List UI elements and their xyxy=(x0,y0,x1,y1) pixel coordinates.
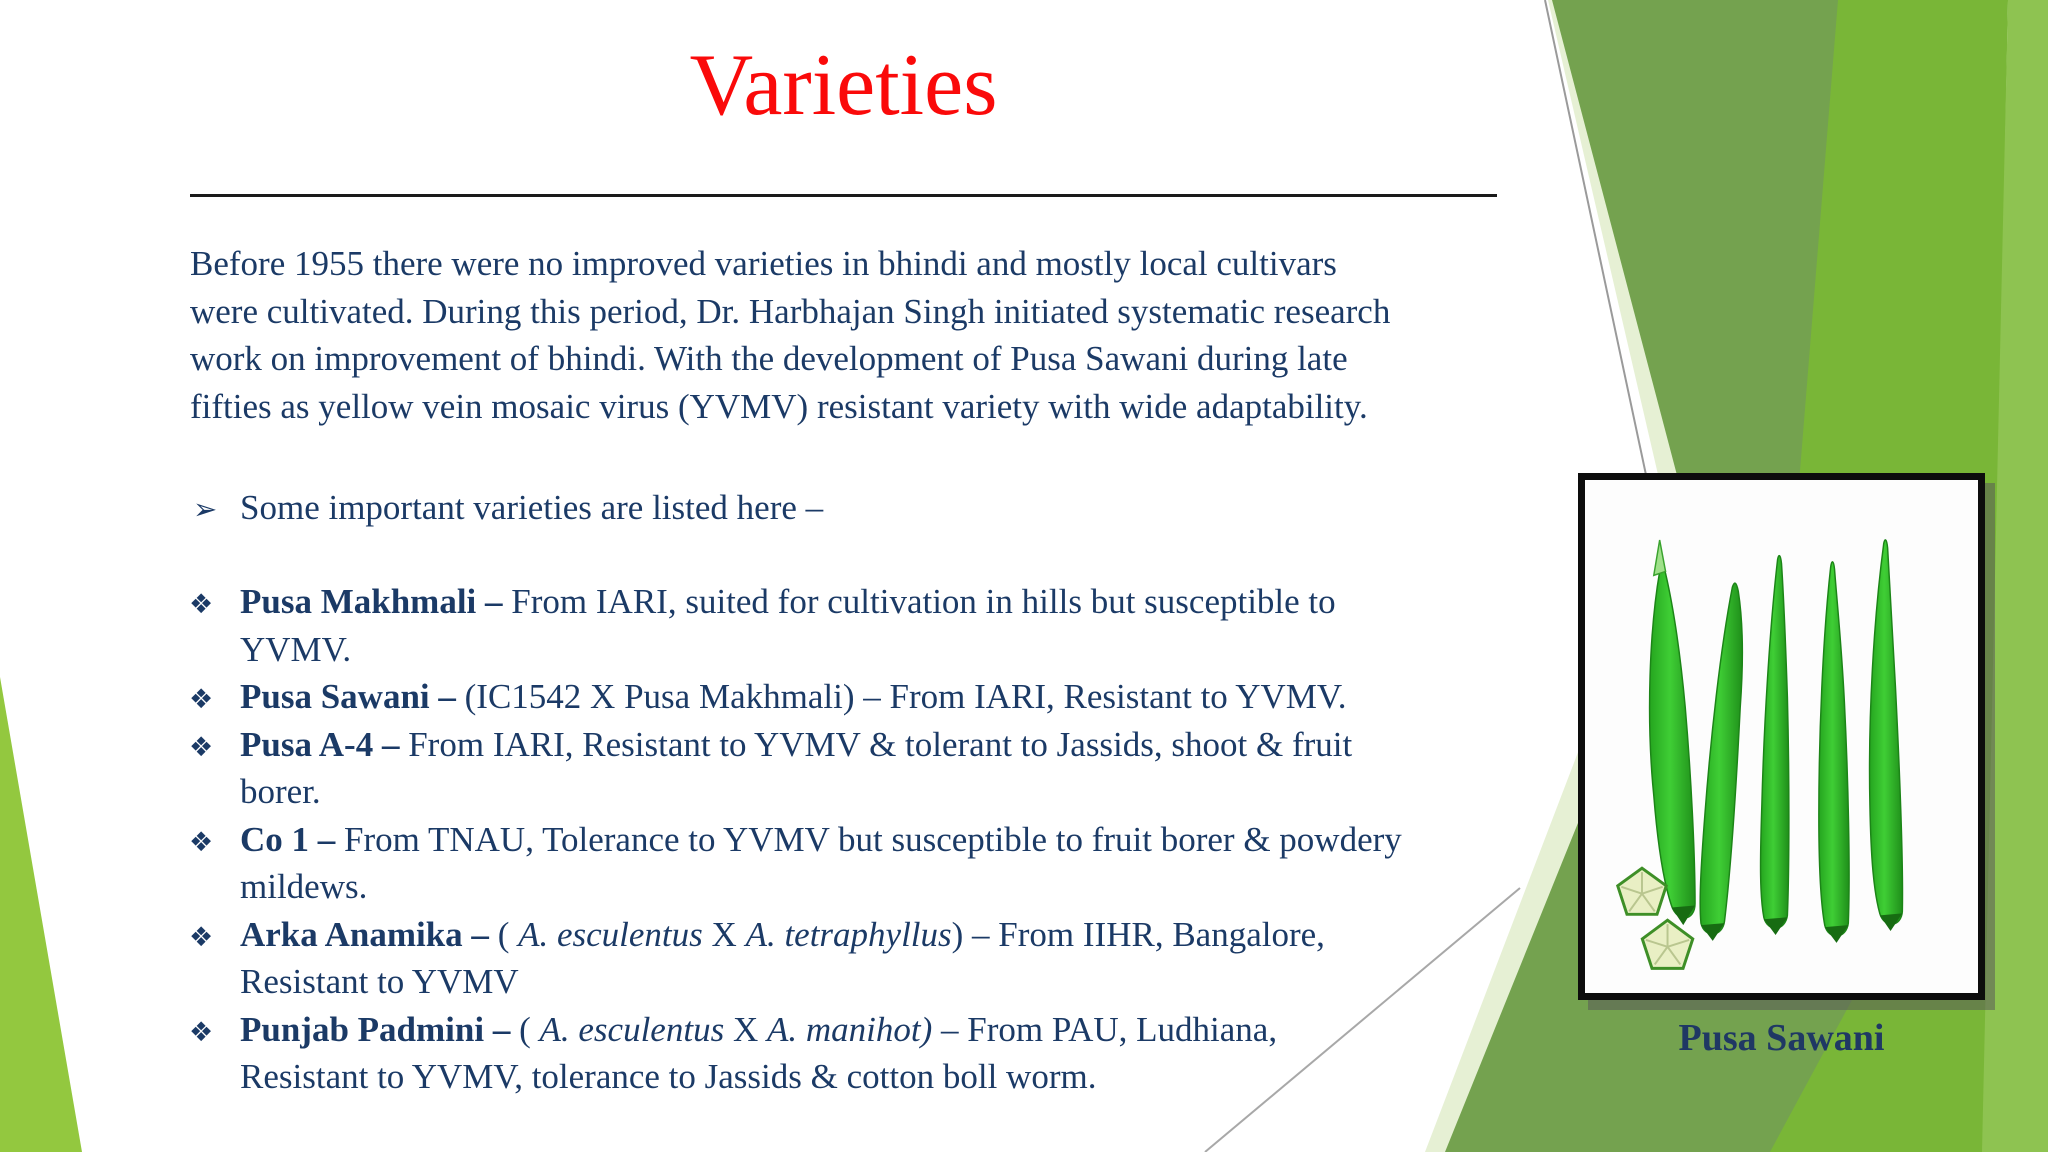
diamond-bullet-icon: ❖ xyxy=(189,589,214,620)
variety-item xyxy=(187,1006,1577,1101)
okra-pod-base xyxy=(1880,913,1903,931)
diamond-bullet-icon: ❖ xyxy=(189,684,214,715)
variety-line: Co 1 – From TNAU, Tolerance to YVMV but susceptible to fruit borer & powdery xyxy=(240,819,1402,859)
variety-line: YVMV. xyxy=(240,629,352,669)
okra-pod xyxy=(1870,540,1903,924)
okra-photo-frame xyxy=(1578,473,1985,1000)
okra-pod-base xyxy=(1701,923,1725,941)
variety-line: Pusa A-4 – From IARI, Resistant to YVMV & tolerant to Jassids, shoot & fruit xyxy=(240,724,1353,764)
variety-item xyxy=(187,816,1577,911)
diamond-bullet-icon: ❖ xyxy=(189,826,214,858)
intro-paragraph xyxy=(190,240,1560,430)
okra-pod xyxy=(1819,562,1849,936)
okra-pod xyxy=(1761,556,1789,929)
variety-line: borer. xyxy=(240,772,321,811)
corner-triangle-green xyxy=(0,677,82,1152)
variety-line: Arka Anamika – ( A. esculentus X A. tetraphyllus) – From IIHR, Bangalore, xyxy=(240,914,1325,954)
variety-line: Resistant to YVMV xyxy=(240,962,519,1001)
arrow-bullet-icon: ➢ xyxy=(193,492,218,526)
okra-pod-base xyxy=(1825,925,1849,943)
pointer-row xyxy=(193,484,1563,534)
variety-line: Resistant to YVMV, tolerance to Jassids & cotton boll worm. xyxy=(240,1057,1097,1096)
intro-line: Before 1955 there were no improved varieties in bhindi and mostly local cultivars xyxy=(190,244,1337,283)
diamond-bullet-icon: ❖ xyxy=(189,731,214,763)
okra-pod xyxy=(1700,583,1742,934)
page-title: Varieties xyxy=(689,37,998,134)
pointer-text: Some important varieties are listed here – xyxy=(240,488,824,527)
intro-line: were cultivated. During this period, Dr. Harbhajan Singh initiated systematic research xyxy=(190,291,1391,331)
variety-item xyxy=(187,673,1577,721)
variety-item xyxy=(187,911,1577,1006)
variety-line: Pusa Makhmali – From IARI, suited for cultivation in hills but susceptible to xyxy=(240,582,1336,621)
okra-pod-base xyxy=(1764,917,1788,935)
diamond-bullet-icon: ❖ xyxy=(189,1016,214,1048)
variety-item xyxy=(187,721,1577,816)
intro-line: work on improvement of bhindi. With the development of Pusa Sawani during late xyxy=(190,339,1348,378)
okra-pods-image xyxy=(1585,480,1978,993)
intro-line: fifties as yellow vein mosaic virus (YVMV) resistant variety with wide adaptability. xyxy=(190,386,1368,426)
variety-line: mildews. xyxy=(240,867,368,906)
diamond-bullet-icon: ❖ xyxy=(189,921,214,953)
okra-pod-tip xyxy=(1654,540,1666,575)
variety-item xyxy=(187,578,1577,673)
photo-caption: Pusa Sawani xyxy=(1678,1017,1885,1059)
variety-line: Pusa Sawani – (IC1542 X Pusa Makhmali) – From IARI, Resistant to YVMV. xyxy=(240,677,1347,716)
variety-line: Punjab Padmini – ( A. esculentus X A. manihot) – From PAU, Ludhiana, xyxy=(240,1009,1278,1049)
title-underline xyxy=(190,194,1497,197)
varieties-list xyxy=(187,578,1577,1101)
okra-pod xyxy=(1650,567,1695,918)
